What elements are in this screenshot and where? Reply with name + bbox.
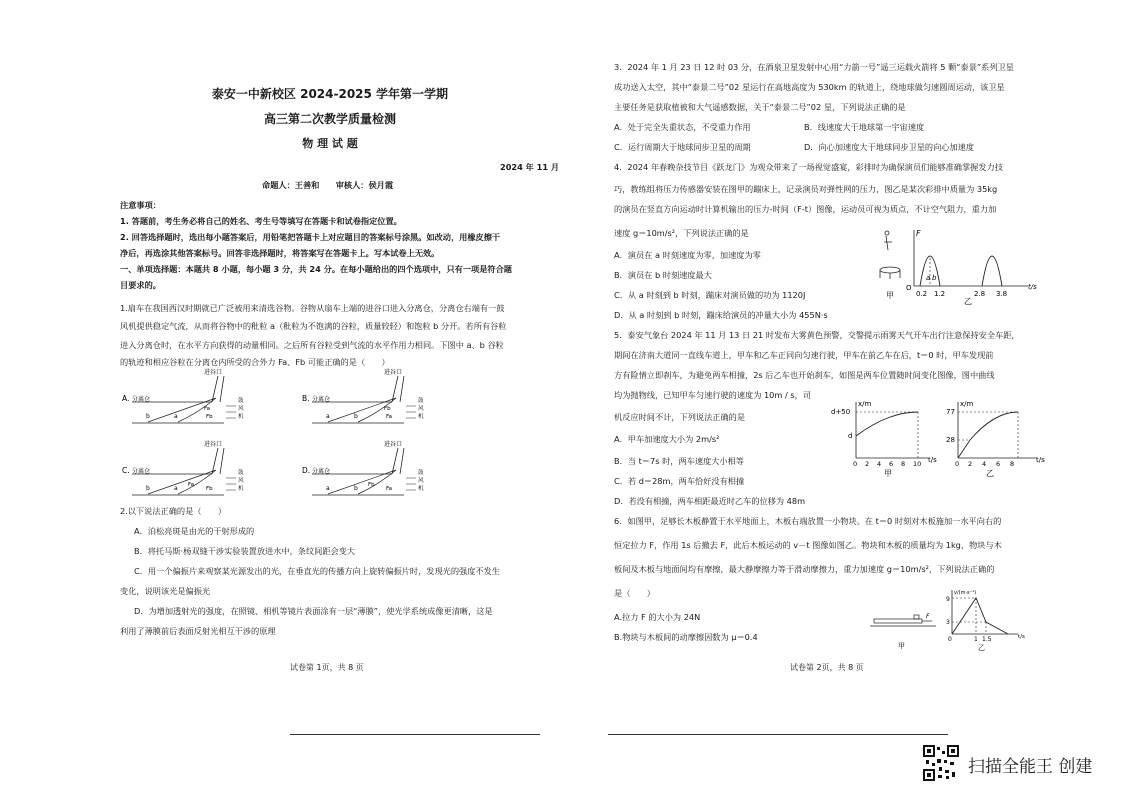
- q5-option-c: C．若 d＝28m，两车恰好没有相撞: [614, 476, 745, 486]
- fan-char: 鼓: [418, 398, 424, 404]
- figure-label-jia: 甲: [884, 469, 892, 478]
- label-77: 77: [946, 408, 955, 416]
- q2-stem: 2.以下说法正确的是（ ）: [120, 506, 227, 516]
- q6-line: 恒定拉力 F，作用 1s 后撤去 F，此后木板运动的 v－t 图像如图乙。物块和木板的质量均为 1kg，物块与木: [614, 540, 1002, 550]
- q6-figure: [868, 588, 1038, 652]
- label-b: b: [932, 274, 937, 282]
- q1-line: 1.扇车在我国西汉时期就已广泛被用来清选谷物。谷物从扇车上端的进谷口进入分离仓，分离仓右端有一鼓: [120, 303, 505, 313]
- q2-option-a: A．泊松亮斑是由光的干射形成的: [134, 526, 255, 536]
- subject-title: 物 理 试 题: [302, 137, 358, 150]
- tick: 3.8: [996, 290, 1008, 298]
- fan-char: 风: [418, 406, 424, 412]
- axis-v: v/(m·s⁻¹): [954, 590, 977, 596]
- fan-char: 机: [238, 486, 244, 492]
- label-a: a: [326, 485, 330, 492]
- tick-15: 1.5: [982, 636, 992, 643]
- tick: 6: [889, 460, 894, 468]
- q6-line: 板间及木板与地面间均有摩擦，最大静摩擦力等于滑动摩擦力，重力加速度 g＝10m/s²，下列说法正确的: [614, 564, 995, 574]
- q4-figure: [868, 226, 1048, 306]
- trampoline-icon: [880, 231, 900, 279]
- inlet-label: 进谷口: [204, 441, 223, 448]
- q1-option-b: [302, 368, 424, 423]
- q5-graph-jia: [831, 400, 937, 478]
- option-label: B.: [302, 394, 310, 403]
- exam-title: 高三第二次教学质量检测: [263, 112, 396, 126]
- fan-char: 鼓: [238, 470, 244, 476]
- q2-option-d-cont: 利用了薄膜前后表面反射光相互干涉的原理: [120, 626, 276, 636]
- exam-date: 2024 年 11 月: [500, 162, 560, 172]
- figure-label-yi: 乙: [986, 469, 994, 478]
- label-a: a: [926, 274, 931, 282]
- q6-vt-graph: [946, 590, 1025, 652]
- inlet-label: 进谷口: [384, 369, 403, 376]
- q5-line: 机反应时间不计，下列说法正确的是: [614, 412, 746, 422]
- label-fa: Fa: [188, 482, 195, 488]
- q5-option-a: A．甲车加速度大小为 2m/s²: [614, 434, 720, 444]
- label-fa: Fa: [204, 406, 211, 412]
- q1-line: 风机提供稳定气流，从而将谷物中的秕粒 a（秕粒为不饱满的谷粒，质量较轻）和饱粒 b 分开。若所有谷粒: [120, 321, 507, 331]
- q5-line: 均为抛物线，已知甲车匀速行驶的速度为 10m / s，司: [614, 390, 811, 400]
- fan-char: 鼓: [238, 398, 244, 404]
- q4-option-c: C．从 a 时刻到 b 时刻，蹦床对演员做的功为 1120J: [614, 290, 806, 300]
- origin: 0: [948, 636, 952, 643]
- origin: O: [906, 284, 912, 292]
- q1-figures: [118, 368, 538, 508]
- section-heading: 目要求的。: [120, 280, 161, 290]
- fan-char: 机: [418, 414, 424, 420]
- tick: 4: [877, 460, 882, 468]
- q4-line: 巧，教练组将压力传感器安装在图甲的蹦床上，记录演员对弹性网的压力，图乙是某次彩排中质量为 35kg: [614, 184, 998, 194]
- fan-char: 机: [238, 414, 244, 420]
- label-b: b: [354, 413, 358, 420]
- label-d: d: [848, 432, 853, 440]
- label-fb: Fb: [384, 406, 391, 412]
- inlet-label: 进谷口: [204, 369, 223, 376]
- q3-option-a: A．处于完全失重状态，不受重力作用: [614, 122, 751, 132]
- q1-option-d: [302, 440, 424, 495]
- tick: 2.8: [974, 290, 986, 298]
- q4-line: 4．2024 年春晚杂技节目《跃龙门》为观众带来了一场视觉盛宴，彩排时为确保演员们能够准确掌握发力技: [614, 162, 1003, 172]
- section-heading: 一、单项选择题：本题共 8 小题，每小题 3 分，共 24 分。在每小题给出的四个选项中，只有一项是符合题: [120, 264, 512, 274]
- q2-option-d: D．为增加透射光的强度，在照镜、相机等镜片表面涂有一层“薄膜”，使光学系统成像更清晰，这是: [134, 606, 493, 616]
- fan-char: 鼓: [418, 470, 424, 476]
- fan-char: 机: [418, 486, 424, 492]
- bin-label: 分离仓: [312, 468, 331, 475]
- label-b: b: [146, 485, 150, 492]
- label-b: b: [354, 485, 358, 492]
- q3-line: 3．2024 年 1 月 23 日 12 时 03 分，在酒泉卫星发射中心用“力箭一号”遥三运载火箭将 5 颗“泰景”系列卫星: [614, 62, 1014, 72]
- tick: 1.2: [934, 290, 946, 298]
- label-3: 3: [946, 619, 950, 626]
- q5-line: 期间在济南大道同一直线车道上，甲车和乙车正同向匀速行驶，甲车在前乙车在后，t＝0 时，甲车发现前: [614, 350, 994, 360]
- q3-option-c: C．运行周期大于地球同步卫星的周期: [614, 142, 751, 152]
- page-footer-left: 试卷第 1页，共 8 页: [290, 663, 364, 672]
- tick: 0: [955, 460, 960, 468]
- axis-x: x/m: [858, 400, 872, 408]
- inlet-label: 进谷口: [384, 441, 403, 448]
- q2-option-c: C．用一个偏振片来观察某光源发出的光，在垂直光的传播方向上旋转偏振片时，发现光的强度不发生: [134, 566, 500, 576]
- tick-1: 1: [974, 636, 978, 643]
- q6-option-b: B.物块与木板间的动摩擦因数为 μ＝0.4: [614, 632, 758, 642]
- q6-line: 6．如图甲，足够长木板静置于水平地面上，木板右端放置一小物块。在 t＝0 时刻对木板施加一水平向右的: [614, 516, 1002, 526]
- label-28: 28: [946, 436, 955, 444]
- label-fa: Fa: [386, 414, 393, 420]
- fan-char: 风: [238, 406, 244, 412]
- notice-line: 1. 答题前，考生务必将自己的姓名、考生号等填写在答题卡和试卷指定位置。: [120, 216, 402, 226]
- board-diagram: [870, 613, 936, 650]
- q6-option-a: A.拉力 F 的大小为 24N: [614, 612, 701, 622]
- scanner-brand: 扫描全能王 创建: [968, 757, 1093, 777]
- axis-t: t/s: [928, 456, 937, 464]
- school-title: 泰安一中新校区 2024-2025 学年第一学期: [211, 87, 449, 101]
- figure-label-yi: 乙: [964, 297, 972, 306]
- label-a: a: [326, 413, 330, 420]
- tick: 10: [913, 460, 922, 468]
- q1-line: 的轨迹和相应谷粒在分离仓内所受的合外力 Fa、Fb 可能正确的是（ ）: [120, 357, 390, 367]
- page-footer-right: 试卷第 2页，共 8 页: [790, 663, 864, 672]
- tick: 8: [901, 460, 906, 468]
- label-a: a: [174, 413, 178, 420]
- fan-char: 风: [418, 478, 424, 484]
- q3-line: 主要任务是获取植被和大气遥感数据，关于“泰景二号”02 星，下列说法正确的是: [614, 102, 906, 112]
- label-f: F: [926, 613, 930, 620]
- tick: 6: [996, 460, 1001, 468]
- tick: 2: [865, 460, 870, 468]
- axis-f: F: [916, 229, 921, 238]
- q6-line: 是（ ）: [614, 588, 655, 598]
- bin-label: 分离仓: [312, 396, 331, 403]
- tick: 4: [982, 460, 987, 468]
- q5-option-d: D．若没有相撞，两车相距最近时乙车的位移为 48m: [614, 496, 806, 506]
- q3-option-b: B．线速度大于地球第一宇宙速度: [804, 122, 925, 132]
- notice-line: 净后，再选涂其他答案标号。回答非选择题时，将答案写在答题卡上。写本试卷上无效。: [120, 248, 440, 258]
- q5-option-b: B．当 t＝7s 时，两车速度大小相等: [614, 456, 744, 466]
- tick: 2: [968, 460, 973, 468]
- q4-option-b: B．演员在 b 时刻速度最大: [614, 270, 712, 280]
- label-fb: Fb: [368, 482, 375, 488]
- q2-option-c-cont: 变化，说明该光是偏振光: [120, 586, 211, 596]
- q4-line: 速度 g＝10m/s²，下列说法正确的是: [614, 228, 749, 238]
- axis-x: x/m: [960, 400, 974, 408]
- label-b: b: [146, 413, 150, 420]
- axis-t: t/s: [1018, 634, 1025, 640]
- q4-line: 的演员在竖直方向运动时计算机输出的压力-时间（F-t）图像，运动员可视为质点，不计空气阻力，重力加: [614, 204, 997, 214]
- q5-line: 5．泰安气象台 2024 年 11 月 13 日 21 时发布大雾黄色预警，交警提示雨雾天气开车出行注意保持安全车距，: [614, 330, 1020, 340]
- q3-line: 成功送入太空，其中“泰景二号”02 星运行在高地高度为 530km 的轨道上，绕地球做匀速圆周运动，该卫星: [614, 82, 1005, 92]
- option-label: D.: [302, 466, 311, 475]
- label-fa: Fa: [386, 486, 393, 492]
- figure-label-jia: 甲: [898, 642, 905, 650]
- q4-option-a: A．演员在 a 时刻速度为零，加速度为零: [614, 250, 761, 260]
- label-9: 9: [946, 596, 950, 603]
- bin-label: 分离仓: [132, 396, 151, 403]
- label-fb: Fb: [206, 414, 213, 420]
- fan-char: 风: [238, 478, 244, 484]
- notice-heading: 注意事项：: [120, 200, 161, 210]
- q5-figures: [828, 398, 1048, 478]
- label-a: a: [174, 485, 178, 492]
- q5-line: 方有险情立即刹车，为避免两车相撞，2s 后乙车也开始刹车，如图是两车位置随时间变化图像，图中曲线: [614, 370, 995, 380]
- tick: 0: [853, 460, 858, 468]
- option-label: C.: [122, 466, 130, 475]
- notice-line: 2. 回答选择题时，选出每小题答案后，用铅笔把答题卡上对应题目的答案标号涂黑。如改动，用橡皮擦干: [120, 232, 501, 242]
- q4-option-d: D．从 a 时刻到 b 时刻，蹦床给演员的冲量大小为 455N·s: [614, 310, 828, 320]
- label-fb: Fb: [206, 486, 213, 492]
- bottom-rule-left: [290, 734, 540, 735]
- option-label: A.: [122, 394, 130, 403]
- q1-option-c: [122, 440, 244, 495]
- tick: 0.2: [916, 290, 928, 298]
- q1-line: 进入分离仓时，在水平方向获得的动量相同。之后所有谷粒受到气流的水平作用力相同。下图中 a、b 谷粒: [120, 340, 504, 350]
- q2-option-b: B．将托马斯·杨双缝干涉实验装置放进水中，条纹间距会变大: [134, 546, 356, 556]
- bin-label: 分离仓: [132, 468, 151, 475]
- axis-t: t/s: [1028, 283, 1037, 291]
- q1-option-a: [122, 368, 244, 423]
- figure-label-jia: 甲: [886, 291, 894, 300]
- bottom-rule-right: [608, 734, 948, 735]
- q3-option-d: D．向心加速度大于地球同步卫星的向心加速度: [804, 142, 975, 152]
- q5-graph-yi: [946, 400, 1045, 478]
- tick: 8: [1010, 460, 1015, 468]
- figure-label-yi: 乙: [978, 644, 985, 652]
- axis-t: t/s: [1036, 456, 1045, 464]
- authors: 命题人：王善和 审核人：侯月霞: [262, 180, 394, 190]
- qr-code-icon: [923, 745, 959, 781]
- label-d50: d+50: [831, 408, 851, 416]
